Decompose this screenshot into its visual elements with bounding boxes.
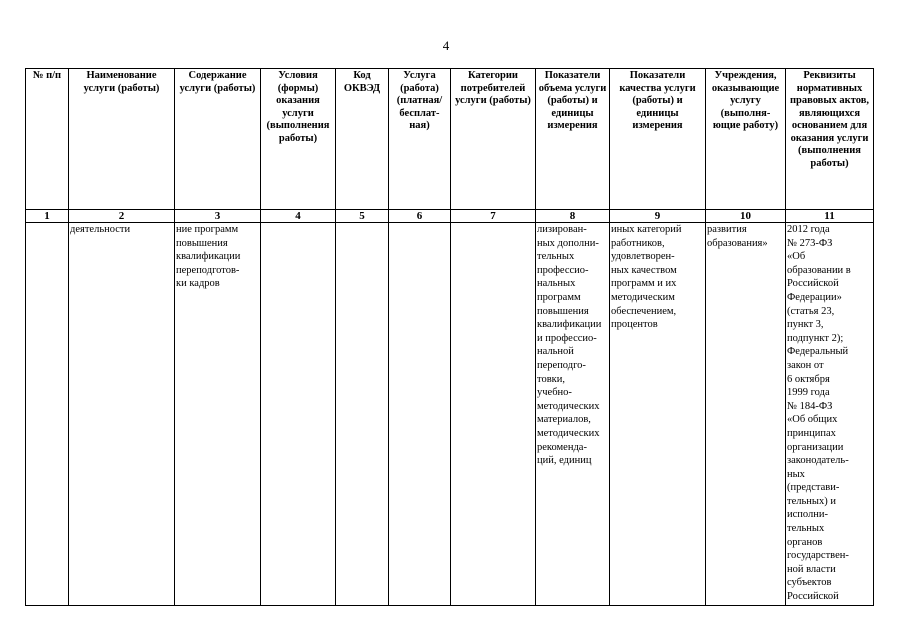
page-number: 4 <box>442 38 450 53</box>
header-cell-8: Показатели объема услуги (работы) и единицы измерения <box>536 69 610 210</box>
cell-legal-acts <box>786 223 874 606</box>
cell-service-content-text: ние программ повышения квалификации переподготов- ки кадров <box>176 224 241 290</box>
header-cell-7: Категории потребителей услуги (работы) <box>451 69 536 210</box>
header-cell-2: Наименование услуги (работы) <box>69 69 175 210</box>
header-cell-5: Код ОКВЭД <box>336 69 389 210</box>
column-number-8: 8 <box>536 210 610 223</box>
table-row <box>26 223 874 606</box>
header-cell-9: Показатели качества услуги (работы) и единицы измерения <box>610 69 706 210</box>
cell-service-content <box>175 223 261 606</box>
column-number-4: 4 <box>261 210 336 223</box>
column-number-7: 7 <box>451 210 536 223</box>
column-number-9: 9 <box>610 210 706 223</box>
column-number-3: 3 <box>175 210 261 223</box>
column-number-6: 6 <box>389 210 451 223</box>
header-cell-1: № п/п <box>26 69 69 210</box>
cell-service-name-text: деятельности <box>70 224 131 235</box>
cell-conditions <box>261 223 336 606</box>
column-number-10: 10 <box>706 210 786 223</box>
cell-volume-indicators <box>536 223 610 606</box>
column-number-11: 11 <box>786 210 874 223</box>
header-cell-11: Реквизиты нормативных правовых актов, являющихся основанием для оказания услуги (выполнения работы) <box>786 69 874 210</box>
cell-quality-indicators-text: иных категорий работников, удовлетворен- ных качеством программ и их методическим обеспечением, процентов <box>611 224 682 331</box>
services-table <box>25 68 874 606</box>
header-cell-3: Содержание услуги (работы) <box>175 69 261 210</box>
cell-consumer-categories <box>451 223 536 606</box>
cell-service-name <box>69 223 175 606</box>
header-cell-6: Услуга (работа) (платная/ бесплат-ная) <box>389 69 451 210</box>
cell-institutions-text: развития образования» <box>707 224 768 249</box>
header-cell-4: Условия (формы) оказания услуги (выполнения работы) <box>261 69 336 210</box>
cell-number <box>26 223 69 606</box>
header-row <box>26 69 874 210</box>
column-number-5: 5 <box>336 210 389 223</box>
column-number-2: 2 <box>69 210 175 223</box>
cell-institutions <box>706 223 786 606</box>
cell-paid-free <box>389 223 451 606</box>
cell-volume-indicators-text: лизирован- ных дополни- тельных профессио- нальных программ повышения квалификации и профессио- нальной переподго- товки, учебно- методических материалов, методических рекоменда- ций, единиц <box>537 224 602 467</box>
header-cell-10: Учреждения, оказывающие услугу (выполня-ющие работу) <box>706 69 786 210</box>
cell-okved-code <box>336 223 389 606</box>
column-number-row <box>26 210 874 223</box>
cell-legal-acts-text: 2012 года № 273-ФЗ «Об образовании в Российской Федерации» (статья 23, пункт 3, подпункт 2); Федеральный закон от 6 октября 1999 года № 184-ФЗ «Об общих принципах организации законодатель- ных (представи- тельных) и исполни- тельных органов государствен- ной власти субъектов Российской <box>787 224 851 603</box>
cell-quality-indicators <box>610 223 706 606</box>
column-number-1: 1 <box>26 210 69 223</box>
